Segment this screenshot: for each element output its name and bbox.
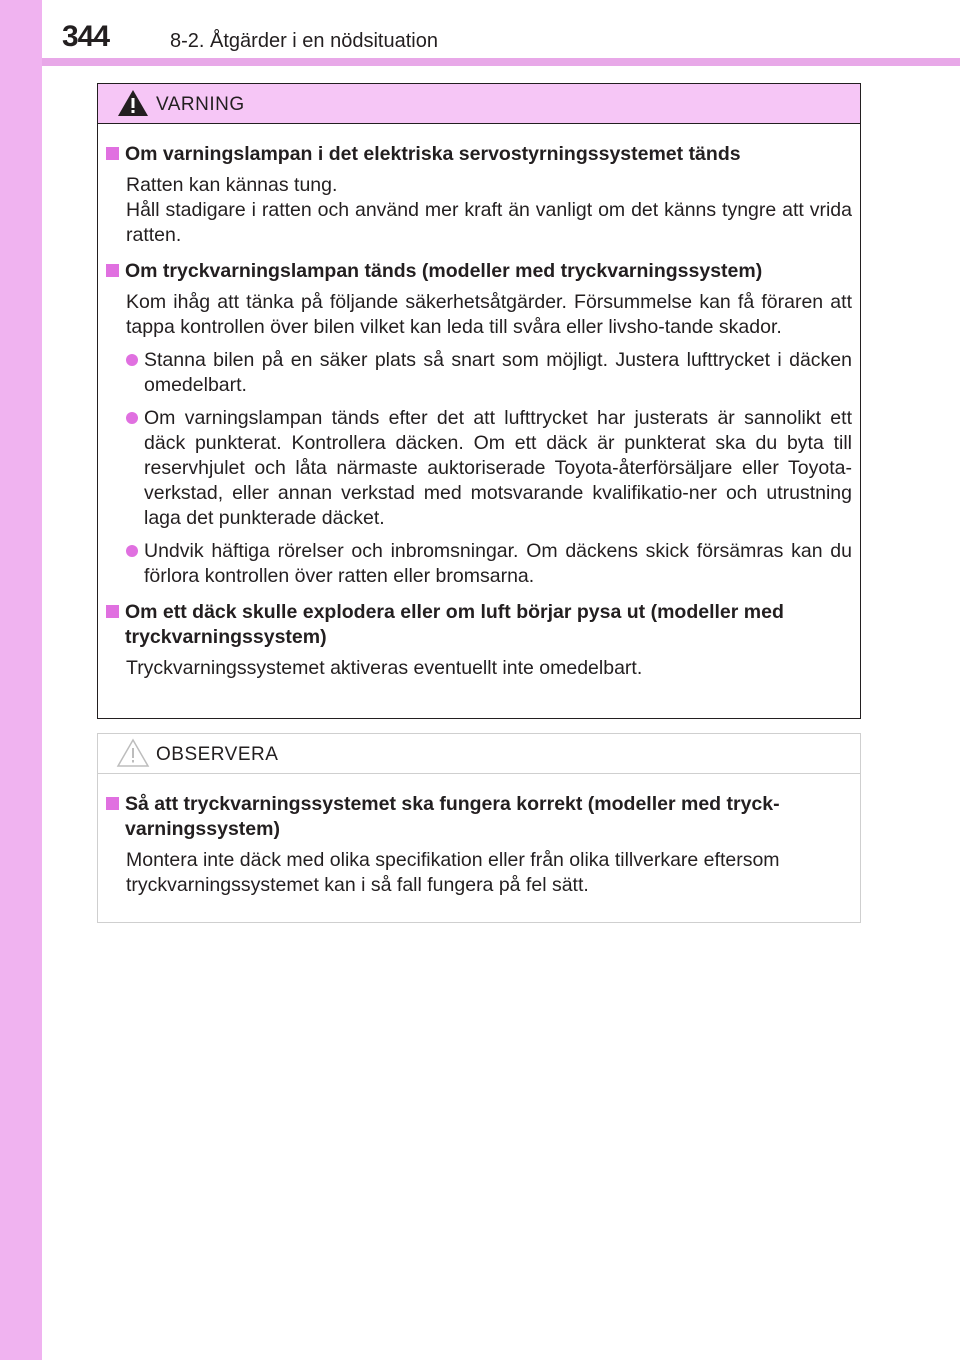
page-number: 344: [62, 20, 110, 53]
warning-bullet-1: Stanna bilen på en säker plats så snart som möjligt. Justera lufttrycket i däcken omedelbart.: [144, 349, 852, 396]
circle-bullet-icon: [126, 545, 138, 557]
circle-bullet-icon: [126, 354, 138, 366]
warning-section-1-text: Ratten kan kännas tung. Håll stadigare i ratten och använd mer kraft än vanligt om det känns tyngre att vrida ratten.: [126, 174, 852, 246]
square-bullet-icon: [106, 264, 119, 277]
warning-body: [98, 124, 860, 681]
warning-bullet-3: Undvik häftiga rörelser och inbromsningar. Om däckens skick försämras kan du förlora kontrollen över ratten eller bromsarna.: [144, 540, 852, 587]
warning-triangle-filled-icon: [116, 88, 150, 118]
caution-triangle-outline-icon: [116, 738, 150, 768]
notice-body: [98, 774, 860, 898]
warning-section-2-text: Kom ihåg att tänka på följande säkerhetsåtgärder. Försummelse kan få föraren att tappa kontrollen över bilen vilket kan leda till svåra eller livsho-tande skador.: [126, 291, 852, 338]
list-item: [126, 406, 852, 531]
list-item: [126, 348, 852, 398]
square-bullet-icon: [106, 797, 119, 810]
warning-section-2-heading: Om tryckvarningslampan tänds (modeller med tryckvarningssystem): [125, 260, 763, 282]
square-bullet-icon: [106, 147, 119, 160]
side-color-strip: [0, 0, 42, 1360]
list-item: [126, 539, 852, 589]
header-rule: [42, 58, 960, 66]
warning-label: VARNING: [156, 94, 245, 115]
warning-section-1-heading: Om varningslampan i det elektriska servostyrningssystemet tänds: [125, 143, 741, 165]
notice-header: [98, 734, 860, 774]
section-title: 8-2. Åtgärder i en nödsituation: [170, 30, 438, 52]
notice-section-1-heading-row: [106, 792, 852, 842]
warning-section-3-text: Tryckvarningssystemet aktiveras eventuellt inte omedelbart.: [126, 657, 643, 679]
warning-box: [97, 83, 861, 719]
notice-box: [97, 733, 861, 923]
square-bullet-icon: [106, 605, 119, 618]
circle-bullet-icon: [126, 412, 138, 424]
warning-header: [98, 84, 860, 124]
notice-section-1-text: Montera inte däck med olika specifikation eller från olika tillverkare eftersom tryckvarningssystemet kan i så fall fungera på fel sätt.: [126, 849, 780, 896]
warning-section-3-heading: Om ett däck skulle explodera eller om luft börjar pysa ut (modeller med tryckvarningssystem): [125, 601, 784, 648]
notice-label: OBSERVERA: [156, 744, 279, 765]
warning-section-3-heading-row: [106, 600, 852, 650]
warning-bullet-2: Om varningslampan tänds efter det att lufttrycket har justerats är sannolikt ett däck punkterat. Kontrollera däcken. Om ett däck är punkterat ska du byta till reservhjulet och låta närmaste auktoriserade Toyota-återförsäljare eller Toyota-verkstad, eller annan verkstad med motsvarande kvalifikatio-ner och utrustning laga det punkterade däcket.: [144, 407, 852, 529]
warning-section-1-heading-row: [106, 142, 852, 167]
notice-section-1-heading: Så att tryckvarningssystemet ska fungera korrekt (modeller med tryck-varningssystem): [125, 793, 780, 840]
warning-section-2-heading-row: [106, 259, 852, 284]
